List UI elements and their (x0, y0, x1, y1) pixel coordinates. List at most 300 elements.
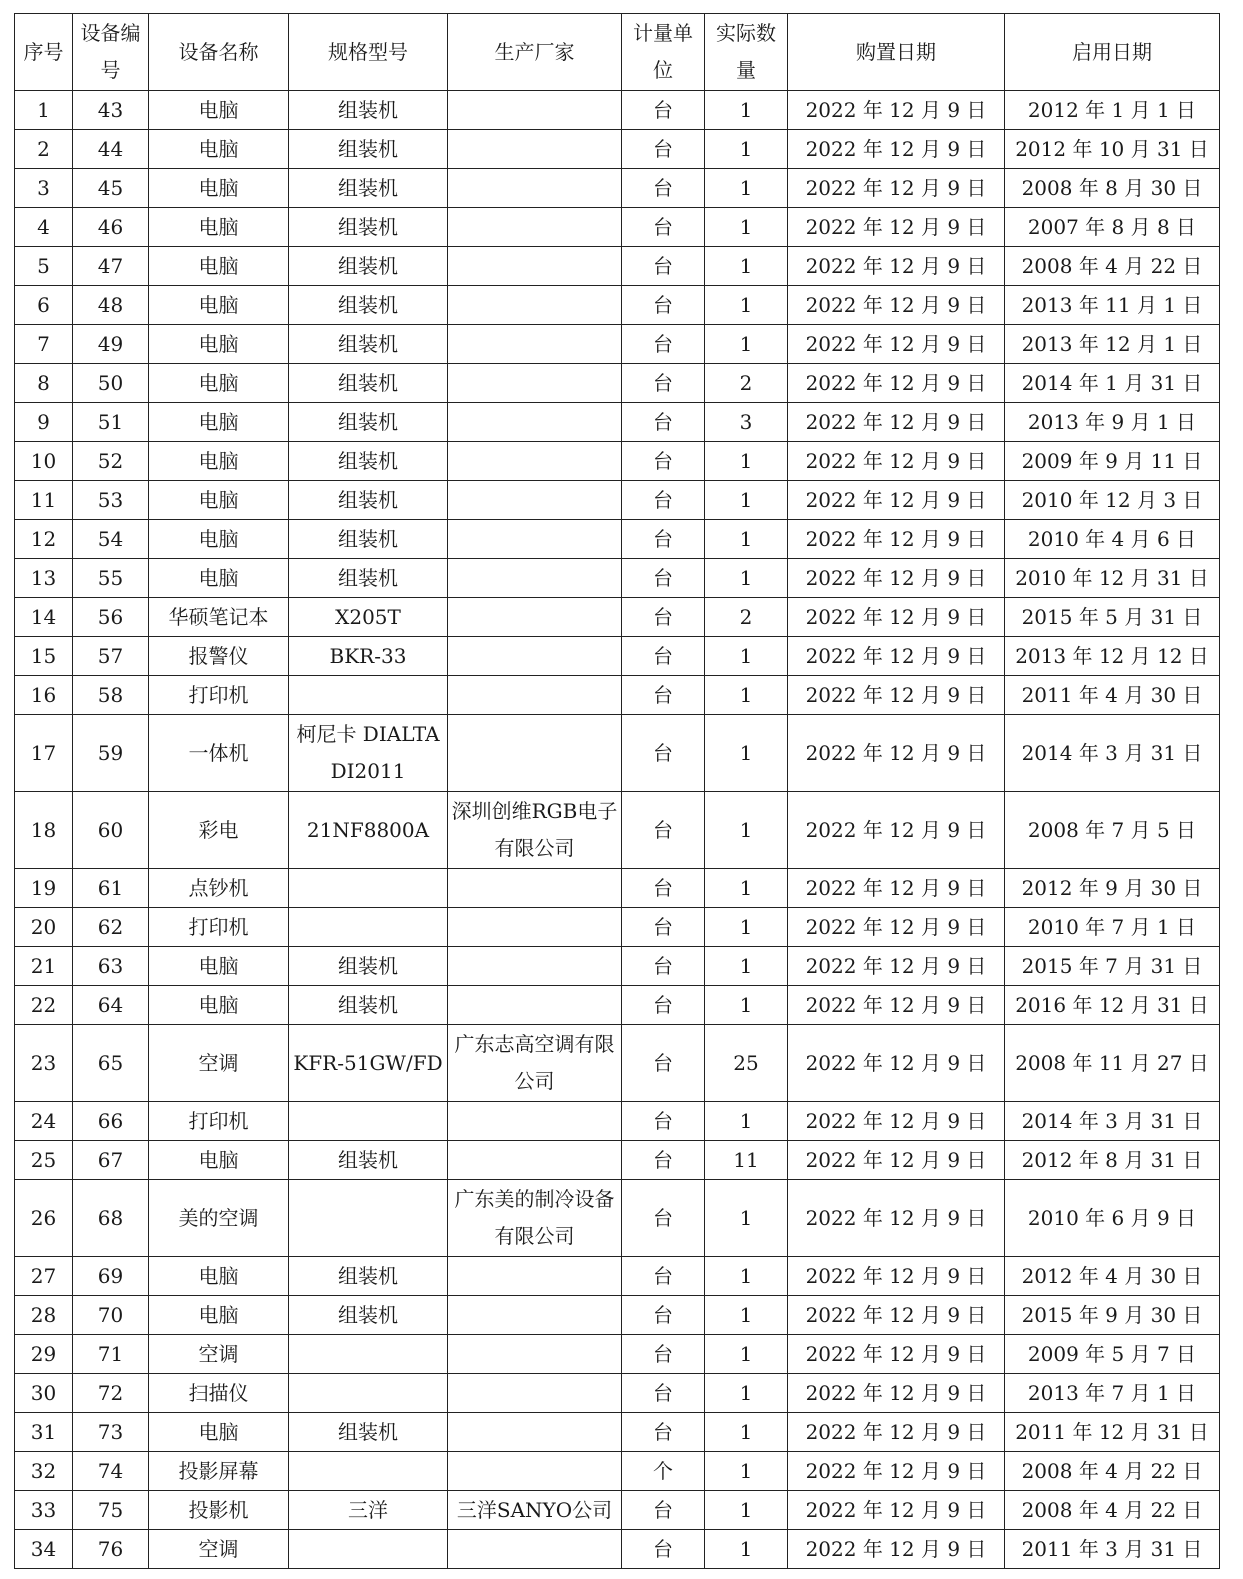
cell-purchase-date: 2022 年 12 月 9 日 (788, 247, 1005, 286)
cell-name: 彩电 (149, 792, 289, 869)
cell-code: 70 (73, 1296, 149, 1335)
cell-model: 三洋 (289, 1491, 448, 1530)
cell-maker (448, 1141, 622, 1180)
cell-model: 组装机 (289, 481, 448, 520)
cell-qty: 1 (705, 986, 788, 1025)
cell-name: 空调 (149, 1025, 289, 1102)
table-row (15, 1413, 1220, 1452)
table-row (15, 247, 1220, 286)
cell-code: 49 (73, 325, 149, 364)
cell-qty: 1 (705, 1180, 788, 1257)
cell-seq: 24 (15, 1102, 73, 1141)
cell-model: BKR-33 (289, 637, 448, 676)
cell-purchase-date: 2022 年 12 月 9 日 (788, 676, 1005, 715)
cell-code: 57 (73, 637, 149, 676)
cell-seq: 30 (15, 1374, 73, 1413)
cell-unit: 台 (622, 169, 705, 208)
cell-unit: 台 (622, 1141, 705, 1180)
cell-name: 电脑 (149, 247, 289, 286)
table-row (15, 1491, 1220, 1530)
cell-purchase-date: 2022 年 12 月 9 日 (788, 1296, 1005, 1335)
cell-qty: 1 (705, 1452, 788, 1491)
cell-model (289, 1335, 448, 1374)
cell-name: 一体机 (149, 715, 289, 792)
cell-purchase-date: 2022 年 12 月 9 日 (788, 403, 1005, 442)
cell-start-date: 2015 年 7 月 31 日 (1005, 947, 1220, 986)
cell-name: 美的空调 (149, 1180, 289, 1257)
cell-name: 电脑 (149, 286, 289, 325)
cell-name: 电脑 (149, 1413, 289, 1452)
cell-name: 电脑 (149, 1296, 289, 1335)
cell-code: 54 (73, 520, 149, 559)
table-row (15, 1257, 1220, 1296)
cell-name: 空调 (149, 1530, 289, 1569)
cell-seq: 32 (15, 1452, 73, 1491)
cell-start-date: 2012 年 10 月 31 日 (1005, 130, 1220, 169)
cell-model: KFR-51GW/FD (289, 1025, 448, 1102)
cell-code: 50 (73, 364, 149, 403)
cell-model (289, 1452, 448, 1491)
cell-purchase-date: 2022 年 12 月 9 日 (788, 1413, 1005, 1452)
cell-purchase-date: 2022 年 12 月 9 日 (788, 1374, 1005, 1413)
cell-start-date: 2009 年 5 月 7 日 (1005, 1335, 1220, 1374)
cell-seq: 22 (15, 986, 73, 1025)
header-seq: 序号 (15, 14, 73, 91)
cell-model: 组装机 (289, 286, 448, 325)
cell-model: 组装机 (289, 559, 448, 598)
cell-model: 组装机 (289, 1257, 448, 1296)
cell-unit: 台 (622, 1530, 705, 1569)
cell-start-date: 2014 年 1 月 31 日 (1005, 364, 1220, 403)
cell-purchase-date: 2022 年 12 月 9 日 (788, 869, 1005, 908)
cell-code: 73 (73, 1413, 149, 1452)
cell-maker (448, 403, 622, 442)
cell-unit: 台 (622, 130, 705, 169)
cell-code: 67 (73, 1141, 149, 1180)
cell-model: 组装机 (289, 442, 448, 481)
cell-unit: 台 (622, 208, 705, 247)
cell-maker (448, 247, 622, 286)
cell-code: 56 (73, 598, 149, 637)
cell-qty: 1 (705, 325, 788, 364)
cell-seq: 8 (15, 364, 73, 403)
asset-inventory-table (14, 13, 1220, 1569)
cell-unit: 台 (622, 247, 705, 286)
cell-seq: 29 (15, 1335, 73, 1374)
cell-seq: 25 (15, 1141, 73, 1180)
cell-code: 72 (73, 1374, 149, 1413)
cell-start-date: 2010 年 7 月 1 日 (1005, 908, 1220, 947)
cell-name: 空调 (149, 1335, 289, 1374)
cell-purchase-date: 2022 年 12 月 9 日 (788, 1180, 1005, 1257)
table-row (15, 1025, 1220, 1102)
cell-unit: 台 (622, 598, 705, 637)
cell-maker (448, 1413, 622, 1452)
cell-maker (448, 598, 622, 637)
cell-seq: 10 (15, 442, 73, 481)
cell-model: 组装机 (289, 947, 448, 986)
cell-qty: 1 (705, 247, 788, 286)
table-row (15, 715, 1220, 792)
cell-qty: 3 (705, 403, 788, 442)
cell-code: 66 (73, 1102, 149, 1141)
cell-qty: 1 (705, 947, 788, 986)
cell-seq: 14 (15, 598, 73, 637)
cell-name: 点钞机 (149, 869, 289, 908)
cell-unit: 台 (622, 1180, 705, 1257)
cell-start-date: 2010 年 12 月 31 日 (1005, 559, 1220, 598)
cell-start-date: 2010 年 6 月 9 日 (1005, 1180, 1220, 1257)
cell-start-date: 2014 年 3 月 31 日 (1005, 1102, 1220, 1141)
cell-model: 组装机 (289, 403, 448, 442)
cell-start-date: 2008 年 11 月 27 日 (1005, 1025, 1220, 1102)
cell-model: 组装机 (289, 1296, 448, 1335)
cell-model: 组装机 (289, 91, 448, 130)
cell-name: 电脑 (149, 208, 289, 247)
table-row (15, 91, 1220, 130)
cell-maker (448, 1257, 622, 1296)
cell-purchase-date: 2022 年 12 月 9 日 (788, 208, 1005, 247)
cell-seq: 12 (15, 520, 73, 559)
cell-maker (448, 364, 622, 403)
cell-code: 60 (73, 792, 149, 869)
table-row (15, 481, 1220, 520)
table-row (15, 1102, 1220, 1141)
cell-model: 组装机 (289, 520, 448, 559)
table-row (15, 1141, 1220, 1180)
cell-unit: 台 (622, 947, 705, 986)
cell-unit: 台 (622, 91, 705, 130)
cell-name: 打印机 (149, 908, 289, 947)
cell-model: 组装机 (289, 208, 448, 247)
cell-seq: 1 (15, 91, 73, 130)
cell-model: 柯尼卡 DIALTADI2011 (289, 715, 448, 792)
cell-code: 62 (73, 908, 149, 947)
cell-model (289, 676, 448, 715)
cell-purchase-date: 2022 年 12 月 9 日 (788, 598, 1005, 637)
cell-purchase-date: 2022 年 12 月 9 日 (788, 286, 1005, 325)
cell-model: 组装机 (289, 986, 448, 1025)
cell-start-date: 2014 年 3 月 31 日 (1005, 715, 1220, 792)
cell-code: 71 (73, 1335, 149, 1374)
table-body (15, 91, 1220, 1569)
cell-qty: 1 (705, 208, 788, 247)
cell-seq: 2 (15, 130, 73, 169)
cell-maker (448, 559, 622, 598)
cell-code: 74 (73, 1452, 149, 1491)
cell-purchase-date: 2022 年 12 月 9 日 (788, 364, 1005, 403)
cell-seq: 15 (15, 637, 73, 676)
cell-code: 55 (73, 559, 149, 598)
cell-name: 电脑 (149, 520, 289, 559)
table-row (15, 208, 1220, 247)
cell-qty: 1 (705, 1296, 788, 1335)
cell-name: 打印机 (149, 676, 289, 715)
cell-model: 组装机 (289, 247, 448, 286)
cell-model: 组装机 (289, 1413, 448, 1452)
cell-maker (448, 986, 622, 1025)
cell-unit: 台 (622, 1413, 705, 1452)
cell-qty: 1 (705, 1530, 788, 1569)
cell-qty: 1 (705, 1102, 788, 1141)
cell-purchase-date: 2022 年 12 月 9 日 (788, 1452, 1005, 1491)
cell-model: 组装机 (289, 364, 448, 403)
cell-maker (448, 481, 622, 520)
table-row (15, 1452, 1220, 1491)
cell-seq: 31 (15, 1413, 73, 1452)
cell-start-date: 2012 年 8 月 31 日 (1005, 1141, 1220, 1180)
cell-name: 电脑 (149, 442, 289, 481)
cell-seq: 33 (15, 1491, 73, 1530)
cell-start-date: 2011 年 12 月 31 日 (1005, 1413, 1220, 1452)
table-row (15, 986, 1220, 1025)
cell-purchase-date: 2022 年 12 月 9 日 (788, 1141, 1005, 1180)
cell-code: 61 (73, 869, 149, 908)
cell-seq: 6 (15, 286, 73, 325)
cell-maker (448, 208, 622, 247)
cell-seq: 13 (15, 559, 73, 598)
cell-purchase-date: 2022 年 12 月 9 日 (788, 91, 1005, 130)
cell-start-date: 2008 年 7 月 5 日 (1005, 792, 1220, 869)
cell-code: 76 (73, 1530, 149, 1569)
cell-maker: 三洋SANYO公司 (448, 1491, 622, 1530)
cell-purchase-date: 2022 年 12 月 9 日 (788, 1530, 1005, 1569)
cell-name: 电脑 (149, 1141, 289, 1180)
cell-start-date: 2012 年 4 月 30 日 (1005, 1257, 1220, 1296)
cell-model (289, 1530, 448, 1569)
cell-qty: 1 (705, 637, 788, 676)
cell-name: 电脑 (149, 364, 289, 403)
table-row (15, 1530, 1220, 1569)
cell-code: 51 (73, 403, 149, 442)
cell-model: 组装机 (289, 169, 448, 208)
cell-code: 69 (73, 1257, 149, 1296)
cell-model (289, 1180, 448, 1257)
cell-maker (448, 715, 622, 792)
cell-start-date: 2013 年 12 月 12 日 (1005, 637, 1220, 676)
cell-maker (448, 1374, 622, 1413)
cell-model (289, 1102, 448, 1141)
table-row (15, 1374, 1220, 1413)
table-row (15, 559, 1220, 598)
cell-purchase-date: 2022 年 12 月 9 日 (788, 1102, 1005, 1141)
cell-maker: 深圳创维RGB电子有限公司 (448, 792, 622, 869)
cell-model (289, 1374, 448, 1413)
cell-purchase-date: 2022 年 12 月 9 日 (788, 1335, 1005, 1374)
cell-maker (448, 130, 622, 169)
cell-start-date: 2015 年 9 月 30 日 (1005, 1296, 1220, 1335)
cell-start-date: 2013 年 9 月 1 日 (1005, 403, 1220, 442)
cell-code: 45 (73, 169, 149, 208)
cell-purchase-date: 2022 年 12 月 9 日 (788, 130, 1005, 169)
cell-qty: 1 (705, 559, 788, 598)
cell-code: 65 (73, 1025, 149, 1102)
cell-unit: 台 (622, 520, 705, 559)
cell-model: 组装机 (289, 325, 448, 364)
cell-maker (448, 676, 622, 715)
cell-start-date: 2011 年 4 月 30 日 (1005, 676, 1220, 715)
table-row (15, 325, 1220, 364)
cell-name: 电脑 (149, 130, 289, 169)
cell-purchase-date: 2022 年 12 月 9 日 (788, 715, 1005, 792)
cell-purchase-date: 2022 年 12 月 9 日 (788, 559, 1005, 598)
cell-maker (448, 1102, 622, 1141)
cell-seq: 11 (15, 481, 73, 520)
cell-code: 58 (73, 676, 149, 715)
cell-start-date: 2015 年 5 月 31 日 (1005, 598, 1220, 637)
cell-purchase-date: 2022 年 12 月 9 日 (788, 481, 1005, 520)
cell-seq: 9 (15, 403, 73, 442)
header-start-date: 启用日期 (1005, 14, 1220, 91)
cell-seq: 27 (15, 1257, 73, 1296)
cell-name: 打印机 (149, 1102, 289, 1141)
cell-name: 电脑 (149, 91, 289, 130)
cell-purchase-date: 2022 年 12 月 9 日 (788, 637, 1005, 676)
cell-seq: 17 (15, 715, 73, 792)
cell-maker (448, 442, 622, 481)
cell-code: 59 (73, 715, 149, 792)
cell-code: 52 (73, 442, 149, 481)
cell-qty: 1 (705, 91, 788, 130)
cell-start-date: 2009 年 9 月 11 日 (1005, 442, 1220, 481)
cell-maker (448, 286, 622, 325)
cell-qty: 1 (705, 1257, 788, 1296)
header-qty: 实际数量 (705, 14, 788, 91)
cell-qty: 1 (705, 442, 788, 481)
cell-maker (448, 91, 622, 130)
table-row (15, 598, 1220, 637)
cell-qty: 1 (705, 520, 788, 559)
cell-purchase-date: 2022 年 12 月 9 日 (788, 325, 1005, 364)
cell-code: 46 (73, 208, 149, 247)
table-header-row (15, 14, 1220, 91)
cell-purchase-date: 2022 年 12 月 9 日 (788, 792, 1005, 869)
cell-qty: 1 (705, 1335, 788, 1374)
cell-maker (448, 520, 622, 559)
cell-maker (448, 1530, 622, 1569)
cell-code: 43 (73, 91, 149, 130)
cell-seq: 18 (15, 792, 73, 869)
cell-start-date: 2010 年 4 月 6 日 (1005, 520, 1220, 559)
cell-unit: 台 (622, 792, 705, 869)
cell-qty: 1 (705, 481, 788, 520)
cell-maker (448, 1335, 622, 1374)
table-row (15, 947, 1220, 986)
header-code: 设备编号 (73, 14, 149, 91)
table-row (15, 908, 1220, 947)
cell-unit: 台 (622, 1296, 705, 1335)
cell-unit: 台 (622, 442, 705, 481)
cell-start-date: 2008 年 4 月 22 日 (1005, 247, 1220, 286)
table-row (15, 637, 1220, 676)
cell-start-date: 2010 年 12 月 3 日 (1005, 481, 1220, 520)
cell-maker: 广东美的制冷设备有限公司 (448, 1180, 622, 1257)
cell-purchase-date: 2022 年 12 月 9 日 (788, 520, 1005, 559)
cell-qty: 1 (705, 715, 788, 792)
cell-seq: 21 (15, 947, 73, 986)
cell-unit: 台 (622, 481, 705, 520)
cell-seq: 28 (15, 1296, 73, 1335)
cell-name: 投影机 (149, 1491, 289, 1530)
cell-purchase-date: 2022 年 12 月 9 日 (788, 1257, 1005, 1296)
cell-unit: 台 (622, 1102, 705, 1141)
table-row (15, 676, 1220, 715)
cell-unit: 台 (622, 1491, 705, 1530)
cell-name: 电脑 (149, 481, 289, 520)
cell-name: 扫描仪 (149, 1374, 289, 1413)
cell-unit: 台 (622, 637, 705, 676)
header-name: 设备名称 (149, 14, 289, 91)
cell-purchase-date: 2022 年 12 月 9 日 (788, 947, 1005, 986)
cell-start-date: 2013 年 7 月 1 日 (1005, 1374, 1220, 1413)
cell-model (289, 908, 448, 947)
cell-start-date: 2013 年 11 月 1 日 (1005, 286, 1220, 325)
cell-purchase-date: 2022 年 12 月 9 日 (788, 1491, 1005, 1530)
header-maker: 生产厂家 (448, 14, 622, 91)
cell-model: 21NF8800A (289, 792, 448, 869)
cell-start-date: 2012 年 9 月 30 日 (1005, 869, 1220, 908)
cell-start-date: 2011 年 3 月 31 日 (1005, 1530, 1220, 1569)
cell-model: 组装机 (289, 1141, 448, 1180)
cell-seq: 4 (15, 208, 73, 247)
cell-purchase-date: 2022 年 12 月 9 日 (788, 908, 1005, 947)
cell-qty: 1 (705, 792, 788, 869)
cell-seq: 16 (15, 676, 73, 715)
cell-unit: 台 (622, 869, 705, 908)
cell-name: 电脑 (149, 403, 289, 442)
cell-unit: 台 (622, 986, 705, 1025)
cell-unit: 台 (622, 325, 705, 364)
cell-seq: 26 (15, 1180, 73, 1257)
cell-name: 电脑 (149, 169, 289, 208)
cell-seq: 5 (15, 247, 73, 286)
cell-model (289, 869, 448, 908)
cell-qty: 1 (705, 676, 788, 715)
cell-qty: 1 (705, 869, 788, 908)
cell-qty: 1 (705, 130, 788, 169)
cell-start-date: 2008 年 8 月 30 日 (1005, 169, 1220, 208)
cell-maker (448, 637, 622, 676)
cell-code: 44 (73, 130, 149, 169)
cell-qty: 1 (705, 1374, 788, 1413)
cell-qty: 1 (705, 169, 788, 208)
cell-qty: 25 (705, 1025, 788, 1102)
header-purchase-date: 购置日期 (788, 14, 1005, 91)
cell-unit: 台 (622, 1374, 705, 1413)
cell-seq: 3 (15, 169, 73, 208)
table-row (15, 1335, 1220, 1374)
cell-qty: 1 (705, 1491, 788, 1530)
cell-code: 63 (73, 947, 149, 986)
cell-maker (448, 1296, 622, 1335)
table-row (15, 442, 1220, 481)
cell-seq: 20 (15, 908, 73, 947)
cell-unit: 台 (622, 715, 705, 792)
header-model: 规格型号 (289, 14, 448, 91)
cell-unit: 台 (622, 403, 705, 442)
cell-start-date: 2008 年 4 月 22 日 (1005, 1452, 1220, 1491)
cell-code: 64 (73, 986, 149, 1025)
table-row (15, 869, 1220, 908)
table-row (15, 364, 1220, 403)
cell-code: 53 (73, 481, 149, 520)
cell-unit: 台 (622, 286, 705, 325)
cell-qty: 2 (705, 364, 788, 403)
cell-qty: 1 (705, 908, 788, 947)
cell-unit: 台 (622, 559, 705, 598)
cell-maker (448, 869, 622, 908)
cell-model: X205T (289, 598, 448, 637)
